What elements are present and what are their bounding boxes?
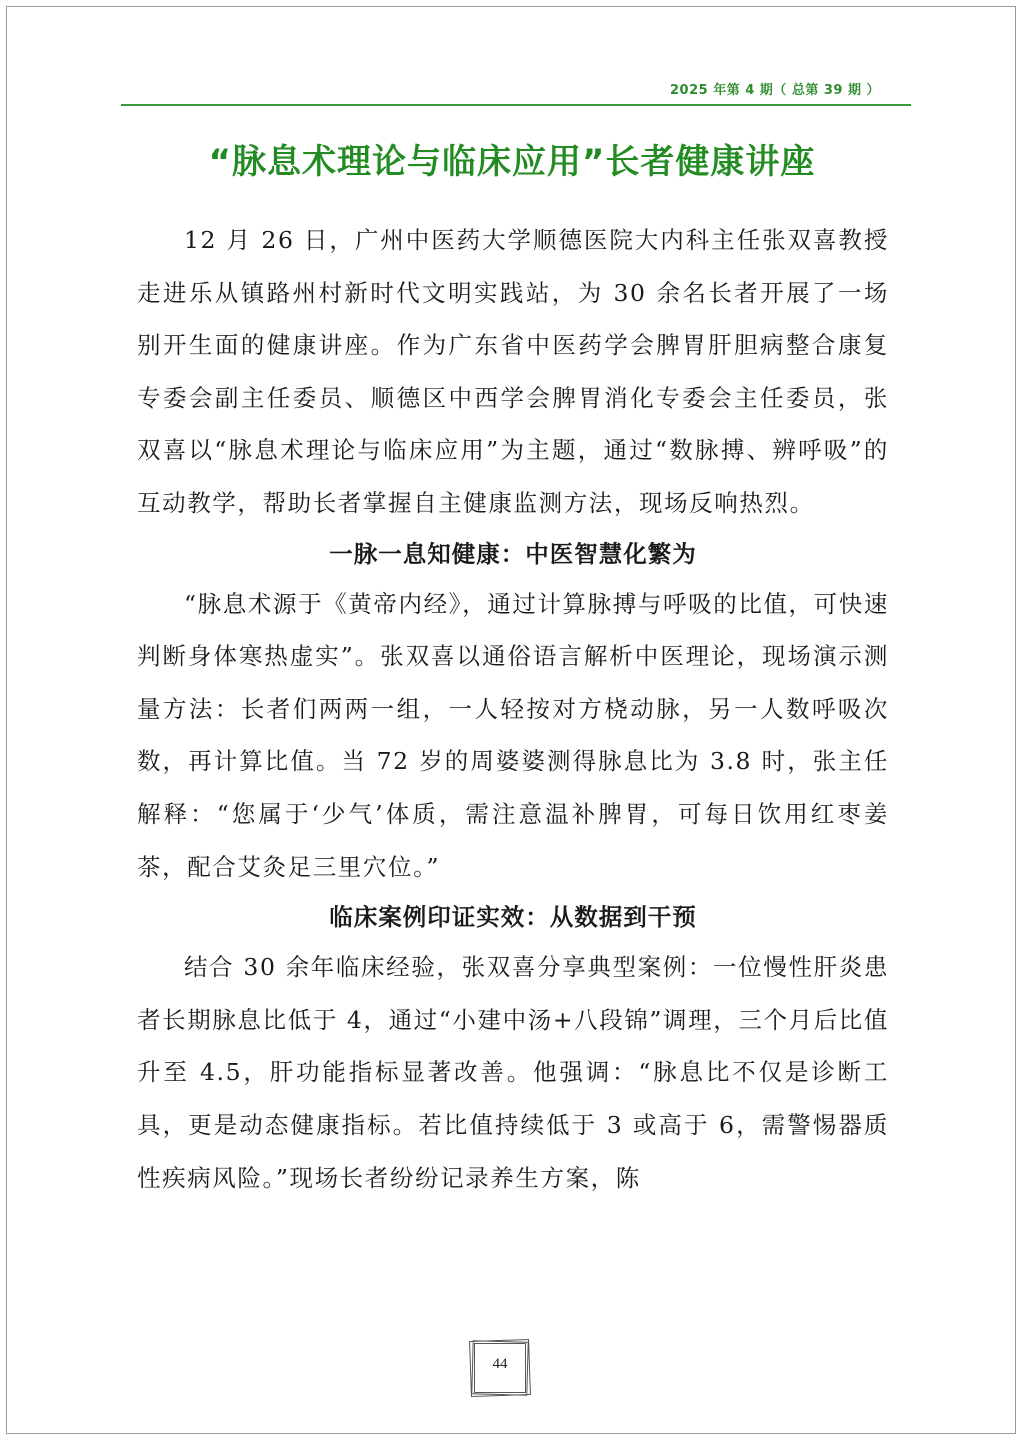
page-number: 44	[492, 1356, 508, 1372]
header-rule	[121, 104, 911, 106]
paragraph-demonstration: “脉息术源于《黄帝内经》，通过计算脉搏与呼吸的比值，可快速判断身体寒热虚实”。张双喜以通俗语言解析中医理论，现场演示测量方法：长者们两两一组，一人轻按对方桡动脉，另一人数呼吸次数，再计算比值。当 72 岁的周婆婆测得脉息比为 3.8 时，张主任解释：“您属于‘少气’体质，需注意温补脾胃，可每日饮用红枣姜茶，配合艾灸足三里穴位。”	[137, 589, 889, 881]
paragraph-intro: 12 月 26 日，广州中医药大学顺德医院大内科主任张双喜教授走进乐从镇路州村新时代文明实践站，为 30 余名长者开展了一场别开生面的健康讲座。作为广东省中医药学会脾胃肝胆病整合康复专委会副主任委员、顺德区中西学会脾胃消化专委会主任委员，张双喜以“脉息术理论与临床应用”为主题，通过“数脉搏、辨呼吸”的互动教学，帮助长者掌握自主健康监测方法，现场反响热烈。	[137, 226, 889, 517]
page-number-box	[468, 1338, 532, 1398]
article-body	[137, 214, 889, 1204]
issue-label: 2025 年第 4 期（ 总第 39 期 ）	[670, 83, 880, 98]
subheading-tcm-wisdom: 一脉一息知健康：中医智慧化繁为	[329, 539, 697, 568]
article-title: “脉息术理论与临床应用”长者健康讲座	[208, 142, 816, 182]
paragraph-case-study: 结合 30 余年临床经验，张双喜分享典型案例：一位慢性肝炎患者长期脉息比低于 4，通过“小建中汤+八段锦”调理，三个月后比值升至 4.5，肝功能指标显著改善。他强调：“脉息比不仅是诊断工具，更是动态健康指标。若比值持续低于 3 或高于 6，需警惕器质性疾病风险。”现场长者纷纷记录养生方案，陈	[137, 953, 889, 1192]
subheading-clinical-cases: 临床案例印证实效：从数据到干预	[329, 903, 697, 932]
